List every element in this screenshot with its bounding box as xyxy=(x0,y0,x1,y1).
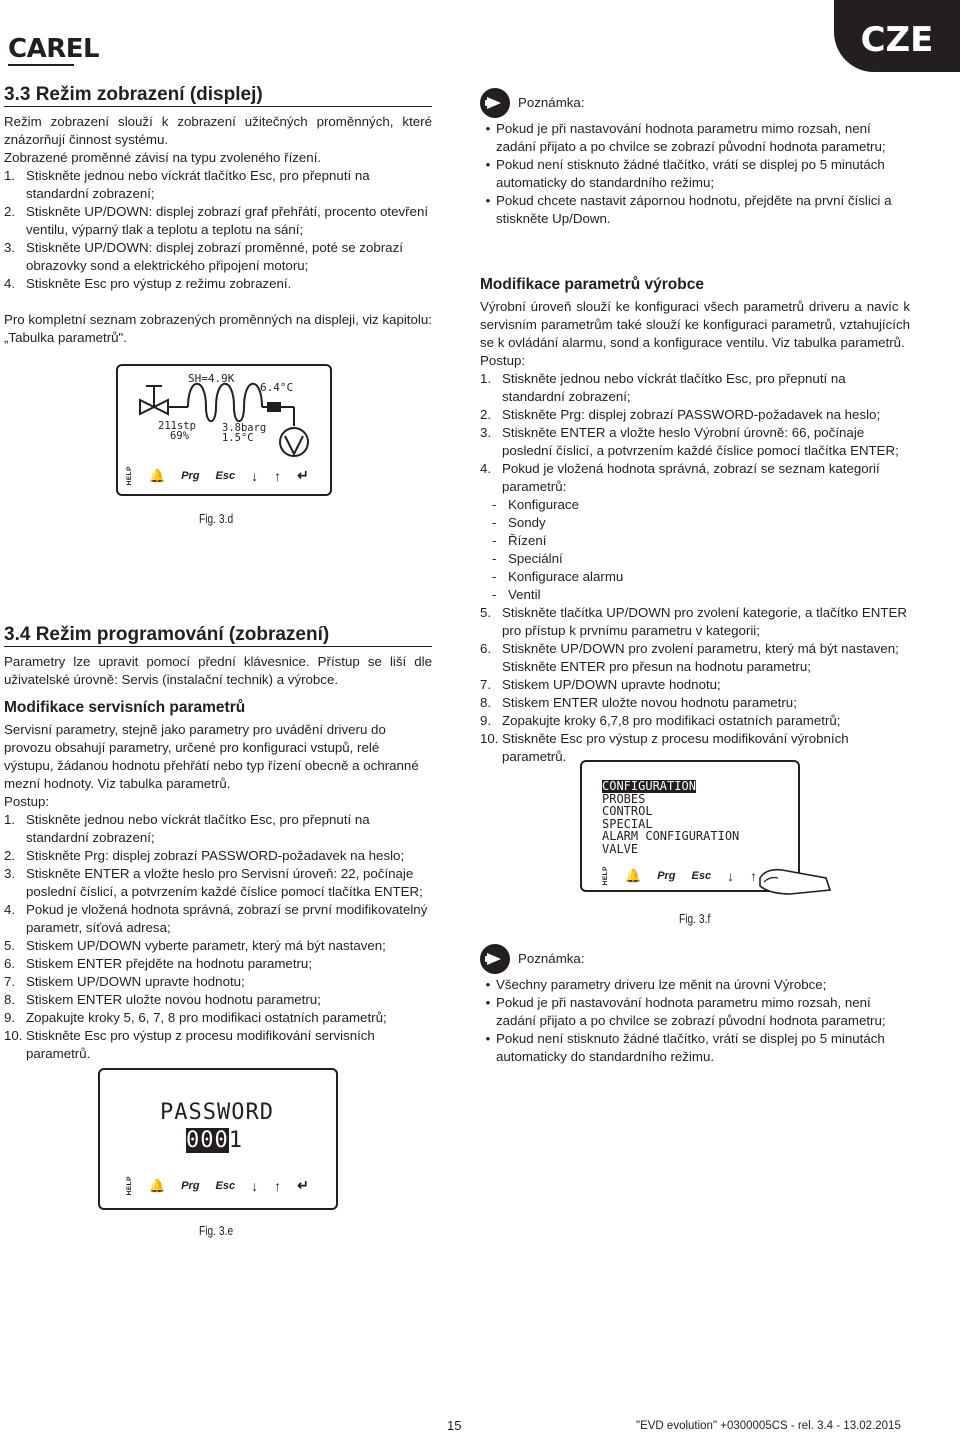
temperature-2: 1.5°C xyxy=(222,432,254,444)
list-item: 7. Stiskem UP/DOWN upravte hodnotu; xyxy=(4,974,245,989)
list-item: • Všechny parametry driveru lze měnit na úrovni Výrobce; xyxy=(485,977,827,992)
postup-label: Postup: xyxy=(4,794,50,809)
service-steps xyxy=(4,811,432,1063)
list-item: 2. Stiskněte UP/DOWN: displej zobrazí graf přehřátí, procento otevření ventilu, výparný tlak a teplotu a teplotu na sání; xyxy=(4,204,429,237)
category-item: - Ventil xyxy=(492,587,541,602)
list-item: 3. Stiskněte ENTER a vložte heslo Výrobní úrovně: 66, počínaje poslední číslicí, a potvrzením každé číslice pomocí tlačítka ENTER; xyxy=(480,425,899,458)
list-item: 4. Pokud je vložená hodnota správná, zobrazí se první modifikovatelný parametr, síťová adresa; xyxy=(4,902,428,935)
note-2 xyxy=(480,944,910,1066)
s33-intro-2: Zobrazené proměnné závisí na typu zvoleného řízení. xyxy=(4,150,322,165)
list-item: • Pokud chcete nastavit zápornou hodnotu, přejděte na první číslici a stiskněte Up/Down. xyxy=(485,193,892,226)
left-column-lower xyxy=(4,626,432,1063)
list-item: 1. Stiskněte jednou nebo víckrát tlačítko Esc, pro přepnutí na standardní zobrazení; xyxy=(4,168,370,201)
keypad xyxy=(126,466,309,485)
pressing-finger-icon xyxy=(756,856,836,906)
s33-outro: Pro kompletní seznam zobrazených proměnných na displeji, viz kapitolu: „Tabulka parametrů". xyxy=(4,312,432,345)
menu-item-control[interactable]: CONTROL xyxy=(602,804,653,818)
s33-steps xyxy=(4,167,432,293)
help-label: HELP xyxy=(602,866,609,886)
list-item: 4. Pokud je vložená hodnota správná, zobrazí se seznam kategorií parametrů: xyxy=(480,461,880,494)
category-item: - Speciální xyxy=(492,551,563,566)
fig-3e-caption: Fig. 3.e xyxy=(199,1224,234,1238)
enter-icon[interactable]: ↵ xyxy=(297,1177,309,1194)
manufacturer-steps xyxy=(480,370,910,766)
list-item: 3. Stiskněte UP/DOWN: displej zobrazí proměnné, poté se zobrazí obrazovky sond a elektrického připojení motoru; xyxy=(4,240,403,273)
list-item: • Pokud není stisknuto žádné tlačítko, vrátí se displej po 5 minutách automaticky do standardního režimu. xyxy=(485,1031,885,1064)
list-item: 8. Stiskem ENTER uložte novou hodnotu parametru; xyxy=(480,695,797,710)
password-code xyxy=(186,1128,243,1153)
menu-item-probes[interactable]: PROBES xyxy=(602,791,646,806)
esc-key[interactable]: Esc xyxy=(215,1179,236,1192)
password-digits-selected: 000 xyxy=(186,1128,229,1153)
list-item: 5. Stiskněte tlačítka UP/DOWN pro zvolení kategorie, a tlačítko ENTER pro přístup k prvnímu parametru v kategorii; xyxy=(480,605,907,638)
list-item: 7. Stiskem UP/DOWN upravte hodnotu; xyxy=(480,677,721,692)
section-3-3-title: 3.3 Režim zobrazení (displej) xyxy=(4,86,432,107)
note-1-title: Poznámka: xyxy=(518,95,585,110)
s33-intro: Režim zobrazení slouží k zobrazení užitečných proměnných, které znázorňují činnost systému. xyxy=(4,114,432,147)
alarm-bell-icon[interactable]: 🔔 xyxy=(149,1177,166,1193)
page-number: 15 xyxy=(447,1418,462,1433)
postup-label: Postup: xyxy=(480,353,526,368)
note-2-title: Poznámka: xyxy=(518,951,585,966)
list-item: 4. Stiskněte Esc pro výstup z režimu zobrazení. xyxy=(4,276,292,291)
logo-underline xyxy=(8,64,74,66)
manufacturer-intro: Výrobní úroveň slouží ke konfiguraci všech parametrů driveru a navíc k servisním parametrům také slouží ke konfiguraci parametrů, vztahujících se k ovládání alarmu, sond a konfigurace ventilu. Viz tabulka parametrů. xyxy=(480,299,910,350)
display-fig-3e xyxy=(98,1068,338,1210)
service-intro: Servisní parametry, stejně jako parametry pro uvádění driveru do provozu obsahují parametry, určené pro konfiguraci vstupů, relé výstupu, žádanou hodnotu přehřátí nebo typ řízení obecně a ochranné mezní hodnoty. Viz tabulka parametrů. xyxy=(4,722,419,791)
list-item: 1. Stiskněte jednou nebo víckrát tlačítko Esc, pro přepnutí na standardní zobrazení; xyxy=(4,812,370,845)
menu-item-alarm-configuration[interactable]: ALARM CONFIGURATION xyxy=(602,829,740,843)
menu-item-configuration[interactable]: CONFIGURATION xyxy=(602,779,696,793)
enter-icon[interactable]: ↵ xyxy=(297,467,309,484)
down-arrow-icon[interactable]: ↓ xyxy=(251,1177,259,1194)
category-menu xyxy=(602,780,739,855)
note-2-header xyxy=(480,944,910,974)
alarm-bell-icon[interactable]: 🔔 xyxy=(149,467,166,483)
list-item: 2. Stiskněte Prg: displej zobrazí PASSWORD-požadavek na heslo; xyxy=(480,407,881,422)
up-arrow-icon[interactable]: ↑ xyxy=(274,467,282,484)
help-label: HELP xyxy=(126,1176,133,1196)
language-tab: CZE xyxy=(834,0,960,72)
document-reference: "EVD evolution" +0300005CS - rel. 3.4 - 13.02.2015 xyxy=(636,1420,901,1432)
alarm-bell-icon[interactable]: 🔔 xyxy=(625,867,642,883)
fig-3d-caption: Fig. 3.d xyxy=(199,512,234,526)
carel-logo: CAREL xyxy=(8,34,100,64)
prg-key[interactable]: Prg xyxy=(657,869,676,882)
list-item: 3. Stiskněte ENTER a vložte heslo pro Servisní úroveň: 22, počínaje poslední číslicí, a potvrzením každé číslice pomocí tlačítka ENTER; xyxy=(4,866,423,899)
keypad xyxy=(126,1176,309,1195)
list-item: • Pokud je při nastavování hodnota parametru mimo rozsah, není zadání přijato a po chvilce se zobrazí původní hodnota parametru; xyxy=(485,121,886,154)
section-3-4-title: 3.4 Režim programování (zobrazení) xyxy=(4,626,432,647)
pressure-value: 3.8barg xyxy=(222,422,267,434)
list-item: • Pokud není stisknuto žádné tlačítko, vrátí se displej po 5 minutách automaticky do standardního režimu; xyxy=(485,157,885,190)
superheat-value: SH=4.9K xyxy=(188,372,235,385)
prg-key[interactable]: Prg xyxy=(181,1179,200,1192)
password-label: PASSWORD xyxy=(160,1100,274,1125)
menu-item-valve[interactable]: VALVE xyxy=(602,841,639,856)
down-arrow-icon[interactable]: ↓ xyxy=(727,867,735,884)
note-2-list xyxy=(480,976,910,1066)
note-1-list xyxy=(480,120,910,228)
display-fig-3d xyxy=(116,364,332,496)
prg-key[interactable]: Prg xyxy=(181,469,200,482)
category-item: - Sondy xyxy=(492,515,546,530)
arrow-note-icon xyxy=(480,88,510,118)
arrow-note-icon xyxy=(480,944,510,974)
right-column xyxy=(480,88,910,766)
note-1-header xyxy=(480,88,910,118)
down-arrow-icon[interactable]: ↓ xyxy=(251,467,259,484)
esc-key[interactable]: Esc xyxy=(691,869,712,882)
category-item: - Řízení xyxy=(492,533,547,548)
list-item: 5. Stiskem UP/DOWN vyberte parametr, který má být nastaven; xyxy=(4,938,386,953)
list-item: 1. Stiskněte jednou nebo víckrát tlačítko Esc, pro přepnutí na standardní zobrazení; xyxy=(480,371,846,404)
list-item: 10. Stiskněte Esc pro výstup z procesu modifikování výrobních parametrů. xyxy=(480,731,849,764)
menu-item-special[interactable]: SPECIAL xyxy=(602,816,653,831)
list-item: • Pokud je při nastavování hodnota parametru mimo rozsah, není zadání přijato a po chvilce se zobrazí původní hodnota parametru; xyxy=(485,995,886,1028)
list-item: 10. Stiskněte Esc pro výstup z procesu modifikování servisních parametrů. xyxy=(4,1028,375,1061)
category-item: - Konfigurace xyxy=(492,497,579,512)
category-item: - Konfigurace alarmu xyxy=(492,569,624,584)
valve-steps: 211stp xyxy=(158,420,196,432)
list-item: 9. Zopakujte kroky 5, 6, 7, 8 pro modifikaci ostatních parametrů; xyxy=(4,1010,387,1025)
list-item: 6. Stiskněte UP/DOWN pro zvolení parametru, který má být nastaven; Stiskněte ENTER pro přesun na hodnotu parametru; xyxy=(480,641,899,674)
list-item: 8. Stiskem ENTER uložte novou hodnotu parametru; xyxy=(4,992,321,1007)
password-digit-last: 1 xyxy=(228,1128,243,1153)
help-label: HELP xyxy=(126,466,133,486)
s34-intro: Parametry lze upravit pomocí přední klávesnice. Přístup se liší dle uživatelské úrovně: Servis (instalační technik) a výrobce. xyxy=(4,654,432,687)
up-arrow-icon[interactable]: ↑ xyxy=(274,1177,282,1194)
valve-opening: 69% xyxy=(170,430,189,442)
list-item: 2. Stiskněte Prg: displej zobrazí PASSWORD-požadavek na heslo; xyxy=(4,848,405,863)
list-item: 9. Zopakujte kroky 6,7,8 pro modifikaci ostatních parametrů; xyxy=(480,713,841,728)
left-column xyxy=(4,86,432,347)
manufacturer-params-title: Modifikace parametrů výrobce xyxy=(480,276,704,293)
esc-key[interactable]: Esc xyxy=(215,469,236,482)
list-item: 6. Stiskem ENTER přejděte na hodnotu parametru; xyxy=(4,956,313,971)
fig-3f-caption: Fig. 3.f xyxy=(679,912,711,926)
up-arrow-icon[interactable]: ↑ xyxy=(750,867,758,884)
temperature-1: 6.4°C xyxy=(260,381,294,394)
service-params-title: Modifikace servisních parametrů xyxy=(4,699,246,716)
